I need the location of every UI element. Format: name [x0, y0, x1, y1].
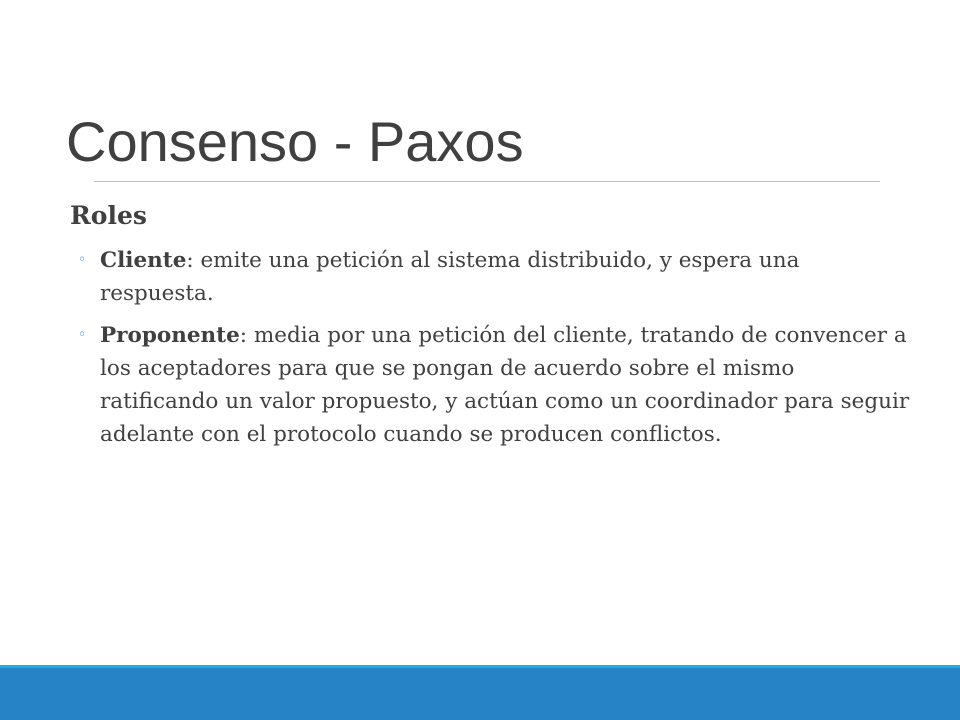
- footer-bar: [0, 668, 960, 720]
- bullet-term: Cliente: [100, 248, 187, 273]
- slide-title: Consenso - Paxos: [66, 110, 524, 173]
- title-divider: [94, 181, 880, 182]
- bullet-term: Proponente: [100, 323, 240, 348]
- section-heading: Roles: [70, 201, 147, 230]
- bullet-list: [74, 244, 914, 460]
- bullet-item-proponente: [74, 319, 914, 451]
- bullet-item-cliente: [74, 244, 914, 310]
- bullet-circle-icon: ◦: [78, 327, 87, 343]
- bullet-text: : emite una petición al sistema distribuido, y espera una respuesta.: [100, 248, 800, 306]
- bullet-text: : media por una petición del cliente, tratando de convencer a los aceptadores para que se pongan de acuerdo sobre el mismo ratificando un valor propuesto, y actúan como un coordinador para seguir adelante con el protocolo cuando se producen conflictos.: [100, 323, 910, 447]
- bullet-circle-icon: ◦: [78, 252, 87, 268]
